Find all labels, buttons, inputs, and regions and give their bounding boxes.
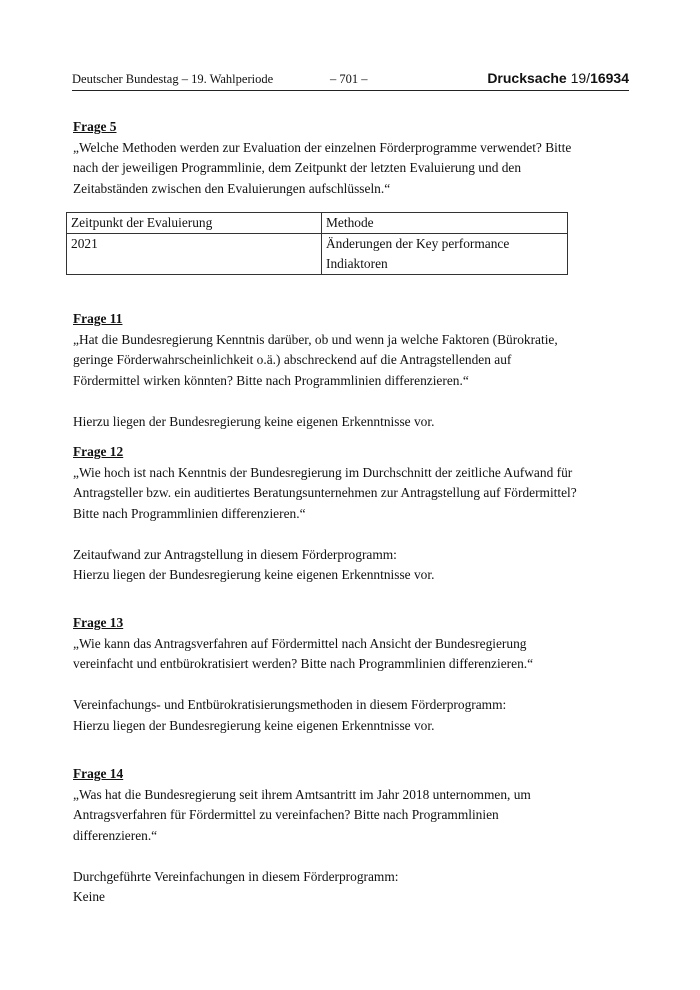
table-cell: 2021	[67, 234, 322, 275]
question-text-line: „Wie hoch ist nach Kenntnis der Bundesregierung im Durchschnitt der zeitliche Aufwand für	[73, 464, 573, 480]
answer-text: Hierzu liegen der Bundesregierung keine eigenen Erkenntnisse vor.	[73, 567, 435, 582]
question-text-line: „Hat die Bundesregierung Kenntnis darüber, ob und wenn ja welche Faktoren (Bürokratie,	[73, 331, 558, 347]
question-text-line: vereinfacht und entbürokratisiert werden? Bitte nach Programmlinien differenzieren.“	[73, 656, 534, 671]
question-11	[73, 309, 593, 432]
question-heading: Frage 13	[73, 615, 124, 630]
answer-label: Durchgeführte Vereinfachungen in diesem Förderprogramm:	[73, 868, 399, 884]
question-text-line: „Welche Methoden werden zur Evaluation der einzelnen Förderprogramme verwendet? Bitte	[73, 139, 572, 155]
question-heading: Frage 5	[73, 119, 117, 134]
table-cell-line: Änderungen der Key performance	[326, 236, 510, 251]
question-text-line: Fördermittel wirken könnten? Bitte nach Programmlinien differenzieren.“	[73, 372, 469, 388]
answer-text: Keine	[73, 889, 105, 904]
table-row	[67, 234, 568, 275]
page-header	[72, 70, 629, 91]
question-text-line: Bitte nach Programmlinien differenzieren.“	[73, 505, 306, 521]
question-heading: Frage 14	[73, 766, 124, 781]
answer-text: Hierzu liegen der Bundesregierung keine eigenen Erkenntnisse vor.	[73, 413, 435, 429]
column-header: Methode	[322, 213, 568, 234]
question-14	[73, 764, 593, 908]
question-text-line: „Wie kann das Antragsverfahren auf Fördermittel nach Ansicht der Bundesregierung	[73, 635, 527, 651]
question-text-line: nach der jeweiligen Programmlinie, dem Zeitpunkt der letzten Evaluierung und den	[73, 160, 522, 175]
table-cell-line: Indiaktoren	[326, 256, 388, 271]
question-text-line: Antragsteller bzw. ein auditiertes Beratungsunternehmen zur Antragstellung auf Fördermittel?	[73, 485, 577, 500]
question-text-line: Zeitabständen zwischen den Evaluierungen aufschlüsseln.“	[73, 180, 391, 196]
question-text-line: Antragsverfahren für Fördermittel zu vereinfachen? Bitte nach Programmlinien	[73, 807, 499, 822]
document-number: Drucksache 19/16934	[487, 70, 629, 86]
page-number: – 701 –	[330, 72, 368, 86]
question-13	[73, 613, 593, 736]
column-header: Zeitpunkt der Evaluierung	[67, 213, 322, 234]
question-5	[73, 117, 593, 199]
answer-label: Vereinfachungs- und Entbürokratisierungsmethoden in diesem Förderprogramm:	[73, 697, 507, 712]
header-parliament: Deutscher Bundestag – 19. Wahlperiode	[72, 72, 274, 86]
question-text-line: differenzieren.“	[73, 827, 158, 843]
question-heading: Frage 12	[73, 444, 124, 459]
question-heading: Frage 11	[73, 311, 123, 326]
evaluation-table	[66, 212, 568, 275]
question-12	[73, 442, 593, 586]
table-cell	[322, 234, 568, 275]
question-text-line: „Was hat die Bundesregierung seit ihrem Amtsantritt im Jahr 2018 unternommen, um	[73, 786, 531, 802]
answer-label: Zeitaufwand zur Antragstellung in diesem Förderprogramm:	[73, 546, 397, 562]
answer-text: Hierzu liegen der Bundesregierung keine eigenen Erkenntnisse vor.	[73, 717, 435, 733]
table-header-row	[67, 213, 568, 234]
question-text-line: geringe Förderwahrscheinlichkeit o.ä.) abschreckend auf die Antragstellenden auf	[73, 352, 512, 367]
